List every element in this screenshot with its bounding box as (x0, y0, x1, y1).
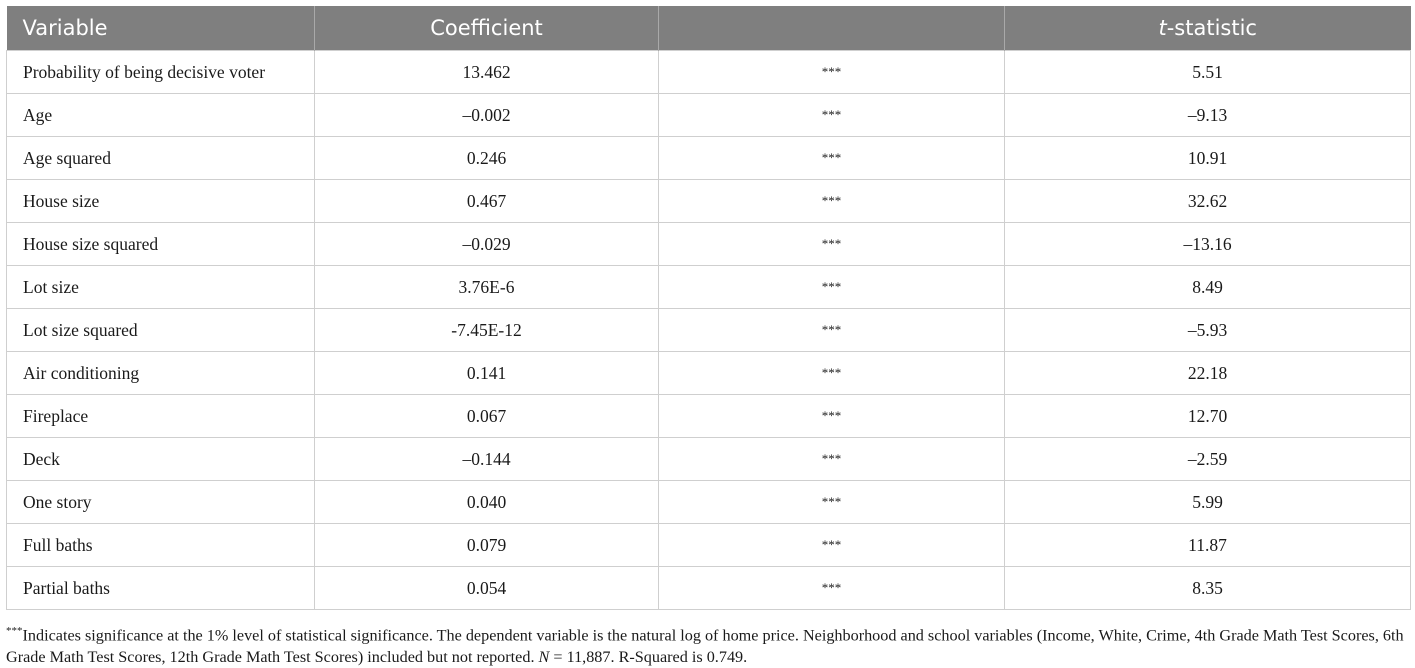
cell-coefficient: 0.040 (315, 481, 659, 524)
cell-variable: Lot size (7, 266, 315, 309)
cell-coefficient: 0.246 (315, 137, 659, 180)
cell-t-statistic: 22.18 (1005, 352, 1411, 395)
cell-significance: *** (659, 481, 1005, 524)
cell-coefficient: 13.462 (315, 51, 659, 94)
cell-variable: One story (7, 481, 315, 524)
header-t-italic: t (1158, 16, 1167, 40)
cell-t-statistic: –9.13 (1005, 94, 1411, 137)
table-footnote (6, 620, 1410, 668)
cell-coefficient: –0.002 (315, 94, 659, 137)
table-header-row (7, 6, 1411, 51)
table-row (7, 266, 1411, 309)
cell-coefficient: –0.144 (315, 438, 659, 481)
cell-coefficient: 3.76E-6 (315, 266, 659, 309)
cell-t-statistic: 12.70 (1005, 395, 1411, 438)
cell-significance: *** (659, 94, 1005, 137)
cell-variable: Deck (7, 438, 315, 481)
table-row (7, 223, 1411, 266)
cell-variable: Age squared (7, 137, 315, 180)
table-body (7, 51, 1411, 610)
cell-t-statistic: –13.16 (1005, 223, 1411, 266)
table-row (7, 567, 1411, 610)
table-row (7, 180, 1411, 223)
cell-variable: Fireplace (7, 395, 315, 438)
cell-significance: *** (659, 438, 1005, 481)
cell-coefficient: -7.45E-12 (315, 309, 659, 352)
cell-coefficient: 0.079 (315, 524, 659, 567)
table-row (7, 438, 1411, 481)
footnote-text-after: = 11,887. R-Squared is 0.749. (549, 648, 748, 667)
cell-variable: Full baths (7, 524, 315, 567)
cell-variable: Probability of being decisive voter (7, 51, 315, 94)
table-row (7, 395, 1411, 438)
cell-t-statistic: 5.99 (1005, 481, 1411, 524)
cell-significance: *** (659, 567, 1005, 610)
footnote-n-symbol: N (538, 648, 550, 667)
table-row (7, 94, 1411, 137)
cell-variable: Partial baths (7, 567, 315, 610)
cell-coefficient: –0.029 (315, 223, 659, 266)
regression-table (6, 6, 1411, 610)
cell-variable: Age (7, 94, 315, 137)
cell-t-statistic: 8.35 (1005, 567, 1411, 610)
cell-significance: *** (659, 309, 1005, 352)
cell-t-statistic: 5.51 (1005, 51, 1411, 94)
cell-coefficient: 0.054 (315, 567, 659, 610)
cell-coefficient: 0.467 (315, 180, 659, 223)
regression-table-container (6, 6, 1410, 668)
cell-t-statistic: –2.59 (1005, 438, 1411, 481)
cell-significance: *** (659, 223, 1005, 266)
cell-variable: Air conditioning (7, 352, 315, 395)
cell-significance: *** (659, 395, 1005, 438)
table-row (7, 309, 1411, 352)
footnote-text-before: Indicates significance at the 1% level of statistical significance. The dependent variable is the natural log of home price. Neighborhood and school variables (Income, White, Crime, 4th Grade Math Test Scores, 6th Grade Math Test Scores, 12th Grade Math Test Scores) included but not reported. (6, 626, 1404, 667)
cell-significance: *** (659, 352, 1005, 395)
cell-t-statistic: 8.49 (1005, 266, 1411, 309)
cell-significance: *** (659, 51, 1005, 94)
table-row (7, 137, 1411, 180)
cell-t-statistic: 32.62 (1005, 180, 1411, 223)
cell-significance: *** (659, 180, 1005, 223)
cell-significance: *** (659, 266, 1005, 309)
cell-significance: *** (659, 524, 1005, 567)
footnote-marker: *** (6, 625, 23, 637)
cell-significance: *** (659, 137, 1005, 180)
table-row (7, 481, 1411, 524)
cell-variable: House size squared (7, 223, 315, 266)
cell-t-statistic: 11.87 (1005, 524, 1411, 567)
cell-coefficient: 0.141 (315, 352, 659, 395)
header-t-statistic (1005, 6, 1411, 51)
header-t-rest: -statistic (1166, 16, 1257, 40)
header-significance (659, 6, 1005, 51)
cell-coefficient: 0.067 (315, 395, 659, 438)
cell-t-statistic: 10.91 (1005, 137, 1411, 180)
header-variable: Variable (7, 6, 315, 51)
cell-variable: Lot size squared (7, 309, 315, 352)
cell-t-statistic: –5.93 (1005, 309, 1411, 352)
table-row (7, 51, 1411, 94)
table-row (7, 524, 1411, 567)
header-coefficient: Coefficient (315, 6, 659, 51)
table-row (7, 352, 1411, 395)
cell-variable: House size (7, 180, 315, 223)
